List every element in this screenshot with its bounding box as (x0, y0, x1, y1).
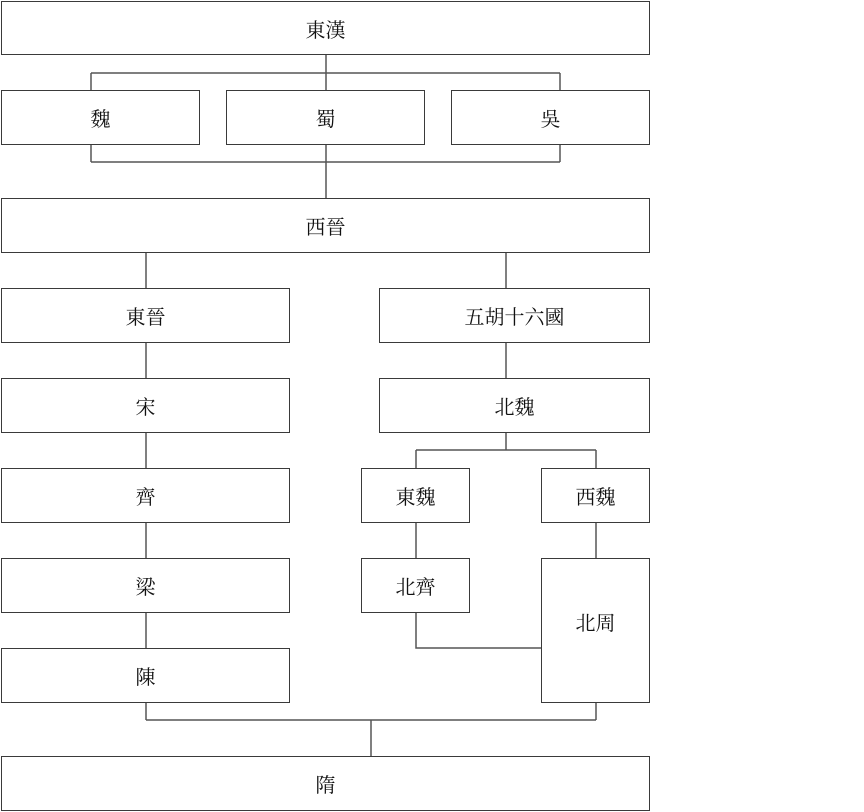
node-eastern-jin-label: 東晉 (125, 305, 166, 329)
node-eastern-han-label: 東漢 (305, 17, 346, 42)
node-wu-label: 吳 (540, 107, 561, 131)
node-sixteen-kingdoms (379, 288, 650, 343)
node-qi-label: 齊 (135, 485, 156, 509)
node-northern-wei (379, 378, 650, 433)
node-sixteen-kingdoms-label: 五胡十六國 (464, 305, 565, 329)
node-western-jin (1, 198, 650, 253)
node-northern-qi-label: 北齊 (395, 575, 436, 599)
node-western-wei (541, 468, 650, 523)
node-eastern-wei-label: 東魏 (395, 485, 436, 509)
node-northern-zhou-label: 北周 (575, 611, 616, 635)
node-liang-label: 梁 (135, 575, 156, 599)
node-sui (1, 756, 650, 811)
node-chen (1, 648, 290, 703)
node-northern-wei-label: 北魏 (494, 395, 535, 419)
node-wei (1, 90, 200, 145)
node-eastern-han (1, 1, 650, 55)
node-sui-label: 隋 (315, 773, 336, 797)
node-western-wei-label: 西魏 (575, 485, 616, 509)
node-chen-label: 陳 (135, 665, 156, 689)
node-liang (1, 558, 290, 613)
node-eastern-wei (361, 468, 470, 523)
node-wu (451, 90, 650, 145)
node-eastern-jin (1, 288, 290, 343)
node-shu-label: 蜀 (315, 107, 336, 131)
node-northern-qi (361, 558, 470, 613)
node-qi (1, 468, 290, 523)
node-western-jin-label: 西晉 (305, 215, 346, 239)
node-song-label: 宋 (135, 395, 156, 419)
node-northern-zhou (541, 558, 650, 703)
node-shu (226, 90, 425, 145)
node-song (1, 378, 290, 433)
node-wei-label: 魏 (90, 107, 111, 131)
